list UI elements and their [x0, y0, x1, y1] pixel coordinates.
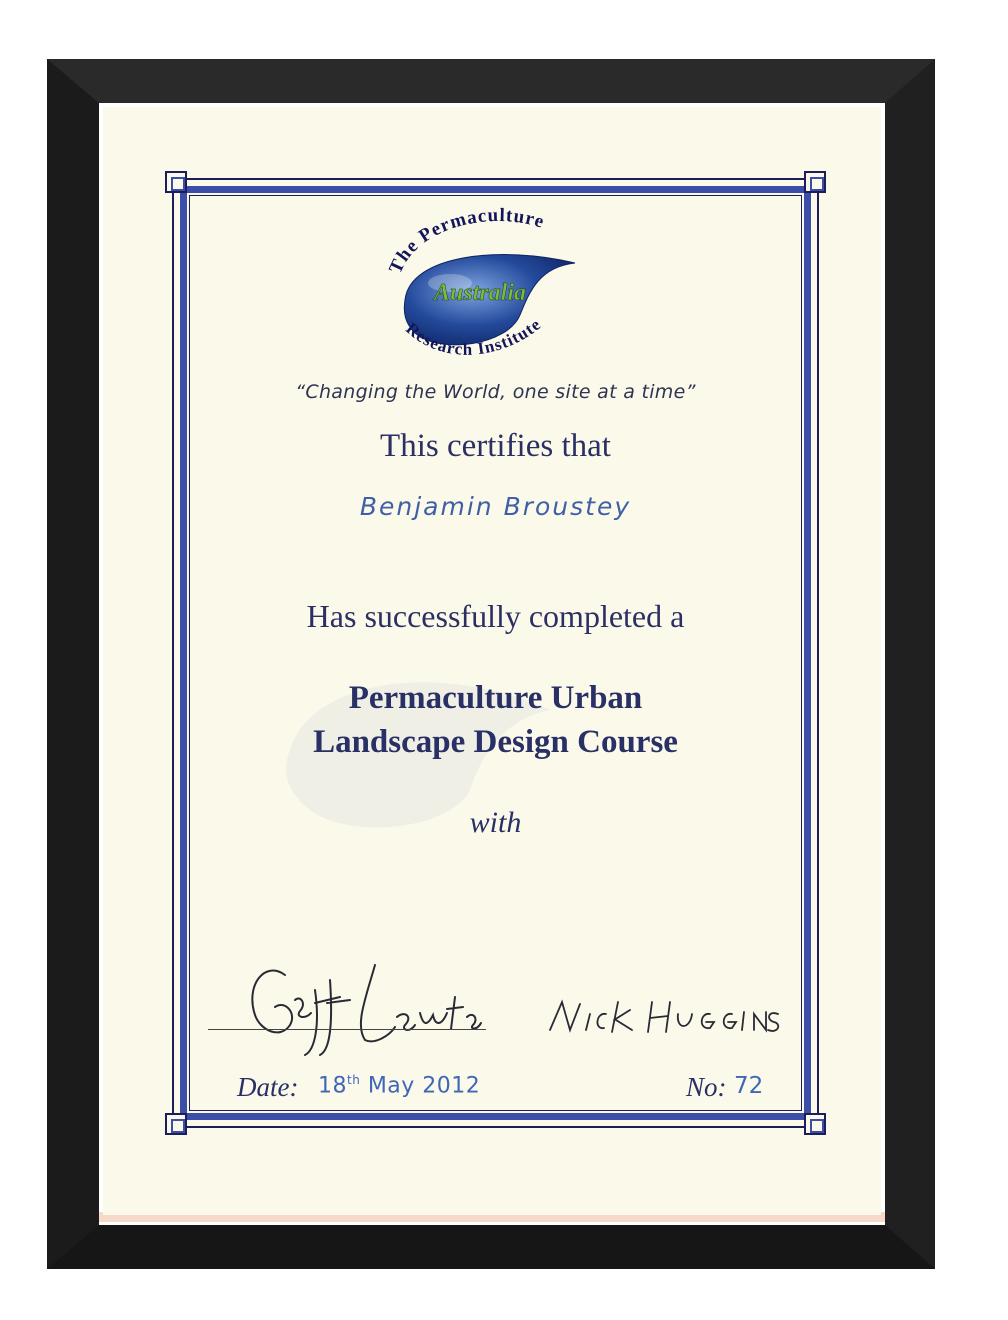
course-title-line-2: Landscape Design Course — [313, 724, 678, 760]
logo-center: Australia — [433, 280, 527, 306]
corner-ornament-top-left — [165, 171, 187, 193]
with-label: with — [469, 806, 522, 839]
date-label: Date: — [237, 1072, 299, 1102]
corner-ornament-bottom-left — [165, 1113, 187, 1135]
number-label: No: — [686, 1072, 727, 1102]
date-value — [318, 1073, 480, 1098]
certificate-number: 72 — [734, 1073, 764, 1099]
recipient-name: Benjamin Broustey — [359, 492, 632, 521]
completed-statement: Has successfully completed a — [306, 598, 685, 634]
motto: “Changing the World, one site at a time” — [295, 381, 696, 403]
signature-2-nick-huggins — [540, 992, 780, 1042]
course-title-line-1: Permaculture Urban — [348, 680, 643, 716]
certifies-heading: This certifies that — [380, 428, 611, 464]
corner-ornament-bottom-right — [804, 1113, 826, 1135]
signature-line — [208, 1029, 486, 1030]
date-suffix: th — [347, 1073, 361, 1087]
signature-1-geoff-lawton — [215, 945, 485, 1065]
corner-ornament-top-right — [804, 171, 826, 193]
logo-top-arc: The Permaculture — [385, 205, 548, 277]
logo-bottom-arc: Research Institute — [402, 314, 545, 359]
date-day: 18 — [318, 1073, 347, 1099]
date-month-year: May 2012 — [367, 1073, 481, 1099]
institute-logo — [380, 205, 580, 375]
